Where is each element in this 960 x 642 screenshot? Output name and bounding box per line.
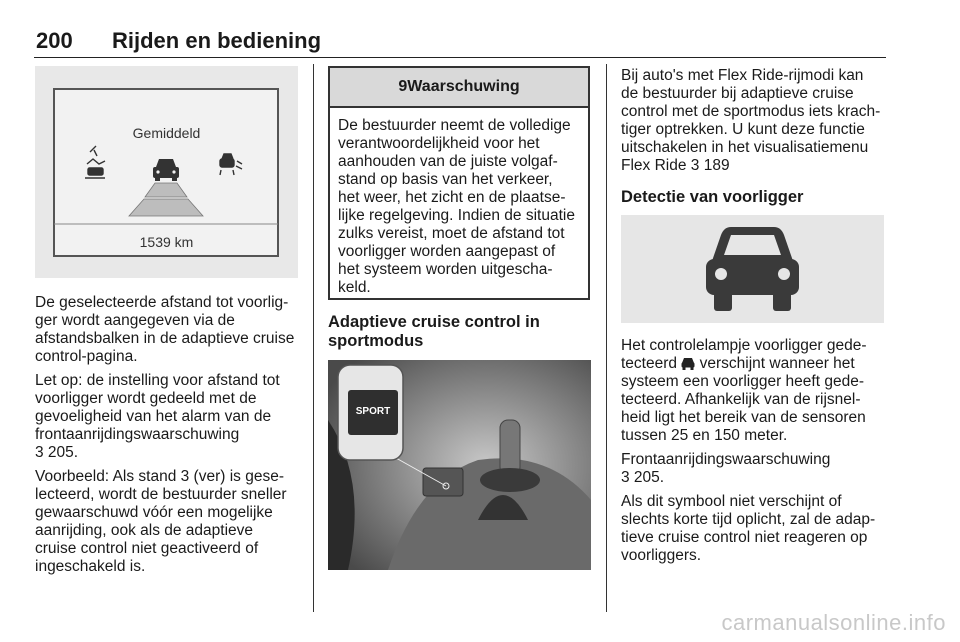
text-line: systeem een voorligger heeft gede- <box>621 373 864 390</box>
vehicle-ahead-figure <box>621 215 884 323</box>
paragraph-flex-ride <box>621 67 891 175</box>
watermark: carmanualsonline.info <box>721 610 946 635</box>
paragraph-fcw-ref <box>621 451 891 487</box>
warning-title: Waarschuwing <box>407 78 520 95</box>
text-line <box>621 355 891 373</box>
text-line: ingeschakeld is. <box>35 558 146 575</box>
warning-box <box>328 66 590 300</box>
text-line: Als dit symbool niet verschijnt of <box>621 493 842 510</box>
text-line: tussen 25 en 150 meter. <box>621 427 788 444</box>
text-line: voorliggers. <box>621 547 702 564</box>
text-line: gewaarschuwd vóór een mogelijke <box>35 504 273 521</box>
text-line: tecteerd. Afhankelijk van de rijsnel- <box>621 391 861 408</box>
header-rule <box>34 57 886 58</box>
page-reference-link[interactable]: 3 205. <box>621 469 665 486</box>
text-line: slechts korte tijd oplicht, zal de adap- <box>621 511 876 528</box>
car-front-icon <box>621 215 884 323</box>
text-line: uitschakelen in het visualisatiemenu <box>621 139 869 156</box>
text-line: zulks vereist, moet de afstand tot <box>338 225 565 242</box>
text-line: De bestuurder neemt de volledige <box>338 117 571 134</box>
section-heading-sport <box>328 313 598 351</box>
text-line: De geselecteerde afstand tot voorlig- <box>35 294 289 311</box>
page-reference-link[interactable]: 3 205. <box>35 444 79 461</box>
text-line: Het controlelampje voorligger gede- <box>621 337 867 354</box>
column-divider-2 <box>606 64 607 612</box>
col3-text-top <box>621 67 891 181</box>
page-title: Rijden en bediening <box>112 28 322 53</box>
col3-text-bottom <box>621 337 891 571</box>
text-line: het systeem worden uitgescha- <box>338 261 553 278</box>
sport-button: SPORT <box>355 406 391 417</box>
warning-body <box>330 108 588 306</box>
text-line: keld. <box>338 279 371 296</box>
text-line: control met de sportmodus iets krach- <box>621 103 881 120</box>
text-line: gevoeligheid van het alarm van de <box>35 408 272 425</box>
text-line: tieve cruise control niet reageren op <box>621 529 868 546</box>
paragraph-indicator <box>621 337 891 445</box>
warning-header <box>330 68 588 108</box>
text-line: cruise control niet geactiveerd of <box>35 540 259 557</box>
text-line: lijke regelgeving. Indien de situatie <box>338 207 575 224</box>
car-front-icon <box>681 357 695 370</box>
text-line: het weer, het zicht en de plaatse- <box>338 189 566 206</box>
text-line: aanhouden van de juiste volgaf- <box>338 153 558 170</box>
text-line: Frontaanrijdingswaarschuwing <box>621 451 831 468</box>
text-line: voorligger wordt gedeeld met de <box>35 390 257 407</box>
heading-line: Adaptieve cruise control in <box>328 313 540 331</box>
text-line: verantwoordelijkheid voor het <box>338 135 540 152</box>
text-line: ger wordt aangegeven via de <box>35 312 235 329</box>
sport-button-figure <box>328 360 591 570</box>
text-line: aanrijding, ook als de adaptieve <box>35 522 254 539</box>
text-fragment: verschijnt wanneer het <box>699 355 855 372</box>
col1-text <box>35 294 305 582</box>
text-line: frontaanrijdingswaarschuwing <box>35 426 240 443</box>
paragraph-acc-distance <box>35 294 305 366</box>
text-line: control-pagina. <box>35 348 138 365</box>
text-line: lecteerd, wordt de bestuurder sneller <box>35 486 287 503</box>
display-distance: 1539 km <box>139 234 194 250</box>
text-line: Let op: de instelling voor afstand tot <box>35 372 280 389</box>
text-line: voorligger worden aangepast of <box>338 243 556 260</box>
display-label: Gemiddeld <box>132 125 201 141</box>
text-line: Bij auto's met Flex Ride-rijmodi kan <box>621 67 864 84</box>
text-line: tiger optrekken. U kunt deze functie <box>621 121 865 138</box>
paragraph-no-symbol <box>621 493 891 565</box>
text-line: Voorbeeld: Als stand 3 (ver) is gese- <box>35 468 284 485</box>
heading-line: sportmodus <box>328 332 424 350</box>
text-line: Flex Ride 3 189 <box>621 157 730 174</box>
column-divider-1 <box>313 64 314 612</box>
warning-triangle-icon: 9 <box>398 78 408 95</box>
acc-display-figure <box>35 66 298 278</box>
paragraph-note <box>35 372 305 462</box>
text-line: stand op basis van het verkeer, <box>338 171 553 188</box>
paragraph-example <box>35 468 305 576</box>
section-heading-detection: Detectie van voorligger <box>621 188 804 206</box>
text-line: de bestuurder bij adaptieve cruise <box>621 85 854 102</box>
text-line: afstandsbalken in de adaptieve cruise <box>35 330 295 347</box>
text-line: heid ligt het bereik van de sensoren <box>621 409 866 426</box>
page-number: 200 <box>36 28 73 53</box>
text-fragment: tecteerd <box>621 355 678 372</box>
